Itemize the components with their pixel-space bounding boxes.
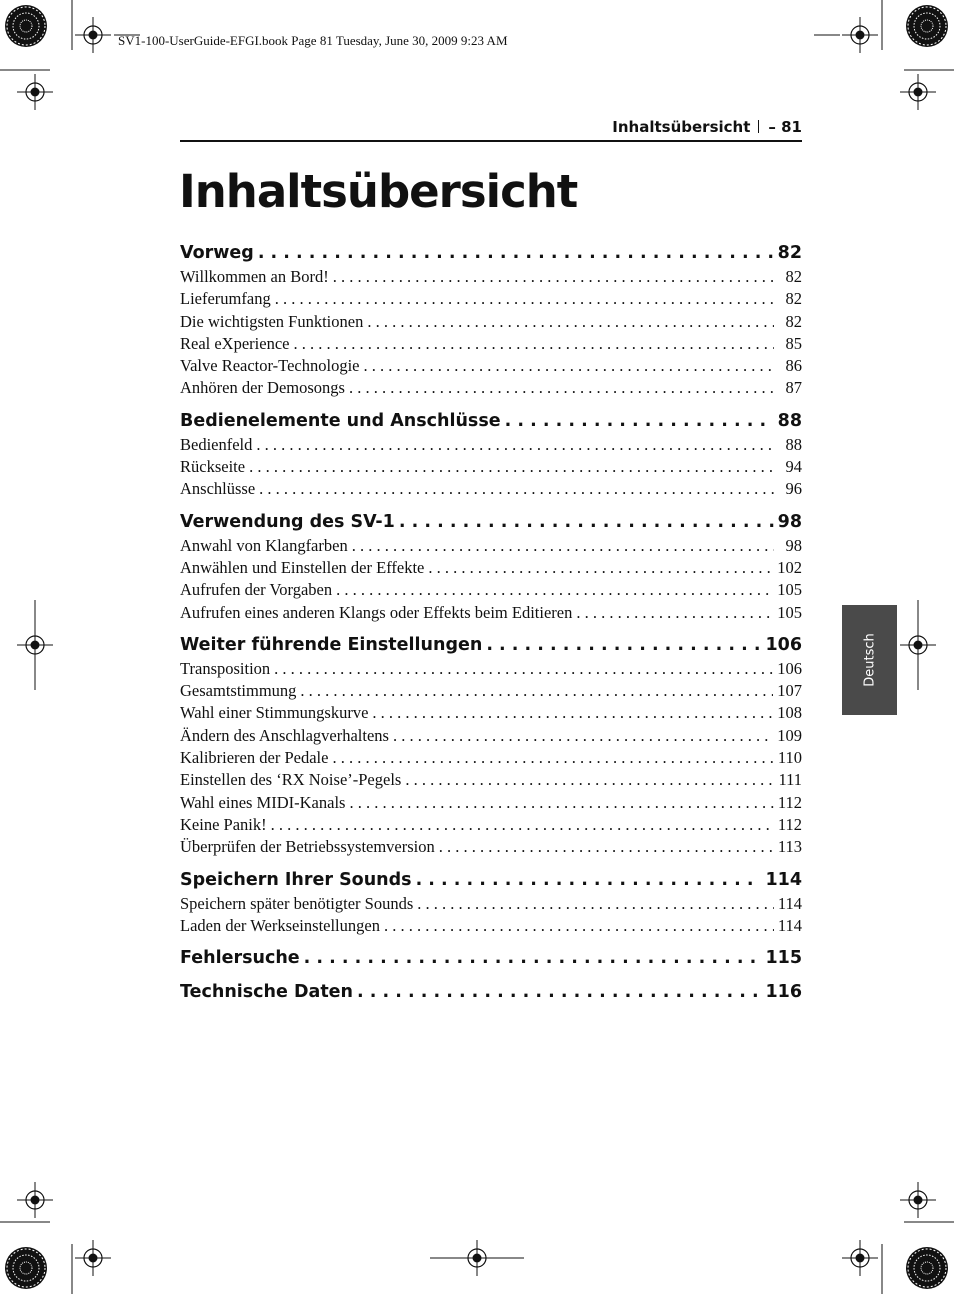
toc-chapter-title: Fehlersuche	[180, 948, 300, 969]
toc-entry-title: Ändern des Anschlagverhaltens	[180, 725, 389, 745]
toc-entry-title: Lieferumfang	[180, 289, 271, 309]
toc-chapter-title: Speichern Ihrer Sounds	[180, 869, 412, 890]
toc-chapter-title: Bedienelemente und Anschlüsse	[180, 410, 501, 431]
toc-chapter-title: Technische Daten	[180, 982, 354, 1003]
toc-chapter-title: Weiter führende Einstellungen	[180, 634, 483, 655]
toc-entry-title: Speichern später benötigter Sounds	[180, 893, 414, 913]
toc-chapter-page: 114	[765, 869, 802, 890]
registration-star-icon	[906, 5, 948, 47]
toc-chapter-page: 106	[765, 634, 802, 655]
toc-entry-page: 107	[777, 681, 802, 701]
toc-entry-page: 112	[777, 814, 802, 834]
toc-entry-title: Keine Panik!	[180, 814, 267, 834]
toc-entry-title: Anhören der Demosongs	[180, 378, 345, 398]
toc-entry-page: 105	[777, 602, 802, 622]
toc-chapter-page: 116	[765, 982, 802, 1003]
registration-star-icon	[5, 5, 47, 47]
toc-entry-page: 106	[777, 658, 802, 678]
toc-entry-title: Überprüfen der Betriebssystemversion	[180, 837, 435, 857]
toc-entry-page: 87	[785, 378, 802, 398]
toc-entry-title: Bedienfeld	[180, 434, 253, 454]
toc-chapter-title: Vorweg	[180, 243, 254, 263]
toc-entry-title: Aufrufen der Vorgaben	[180, 580, 333, 600]
toc-entry-page: 105	[777, 580, 802, 600]
toc-chapter-page: 98	[777, 511, 802, 532]
toc-entry-title: Wahl eines MIDI-Kanals	[180, 792, 346, 812]
toc-entry-page: 102	[777, 557, 802, 577]
running-head-page: – 81	[768, 118, 802, 136]
toc-entry-title: Willkommen an Bord!	[180, 267, 329, 286]
registration-star-icon	[906, 1247, 948, 1289]
toc-entry-title: Einstellen des ‘RX Noise’-Pegels	[180, 770, 402, 790]
toc-entry-title: Anwahl von Klangfarben	[180, 535, 348, 555]
toc-entry-page: 82	[785, 267, 802, 286]
crosshair-icon	[900, 74, 936, 110]
toc-entry-page: 98	[785, 535, 802, 555]
crosshair-icon	[75, 17, 111, 53]
toc-entry-page: 108	[777, 703, 802, 723]
crosshair-icon	[75, 1240, 111, 1276]
toc-chapter-title: Verwendung des SV-1	[180, 511, 395, 532]
toc-entry-page: 110	[777, 748, 802, 768]
toc-entry-page: 114	[777, 893, 802, 913]
toc-entry-title: Valve Reactor-Technologie	[180, 356, 360, 376]
toc-entry-page: 111	[778, 770, 802, 790]
toc-entry-title: Anschlüsse	[180, 479, 256, 499]
toc-entry-title: Laden der Werkseinstellungen	[180, 915, 380, 935]
side-tab-label: Deutsch	[862, 633, 877, 687]
toc-entry-page: 86	[785, 356, 802, 376]
toc-entry-title: Rückseite	[180, 457, 246, 477]
crosshair-icon	[842, 17, 878, 53]
toc-entry-page: 88	[785, 434, 802, 454]
toc-entry-title: Aufrufen eines anderen Klangs oder Effekts beim Editieren	[180, 602, 573, 622]
toc-entry-title: Kalibrieren der Pedale	[180, 748, 329, 768]
toc-entry-page: 94	[785, 457, 802, 477]
toc-entry-title: Die wichtigsten Funktionen	[180, 311, 364, 331]
toc-entry-title: Gesamtstimmung	[180, 681, 297, 701]
running-head-title: Inhaltsübersicht	[612, 118, 751, 136]
toc-entry-title: Anwählen und Einstellen der Effekte	[180, 557, 425, 577]
toc-entry-page: 85	[785, 333, 802, 353]
toc-entry-page: 114	[777, 915, 802, 935]
toc-entry-page: 112	[777, 792, 802, 812]
toc-entry-title: Real eXperience	[180, 333, 290, 353]
toc-chapter-page: 82	[777, 243, 802, 263]
crosshair-icon	[17, 1182, 53, 1218]
toc-entry-title: Wahl einer Stimmungskurve	[180, 703, 369, 723]
registration-star-icon	[5, 1247, 47, 1289]
toc-entry-title: Transposition	[180, 658, 271, 678]
crosshair-icon	[842, 1240, 878, 1276]
page-title: Inhaltsübersicht	[179, 165, 578, 218]
toc-entry-page: 96	[785, 479, 802, 499]
toc-entry-page: 82	[785, 289, 802, 309]
print-info-line: SV1-100-UserGuide-EFGI.book Page 81 Tuesday, June 30, 2009 9:23 AM	[118, 33, 508, 48]
toc-entry-page: 113	[777, 837, 802, 857]
toc-entry-page: 82	[785, 311, 802, 331]
toc-chapter-page: 115	[765, 948, 802, 969]
toc-chapter-page: 88	[777, 410, 802, 431]
crosshair-icon	[900, 1182, 936, 1218]
crosshair-icon	[17, 74, 53, 110]
toc-entry-page: 109	[777, 725, 802, 745]
